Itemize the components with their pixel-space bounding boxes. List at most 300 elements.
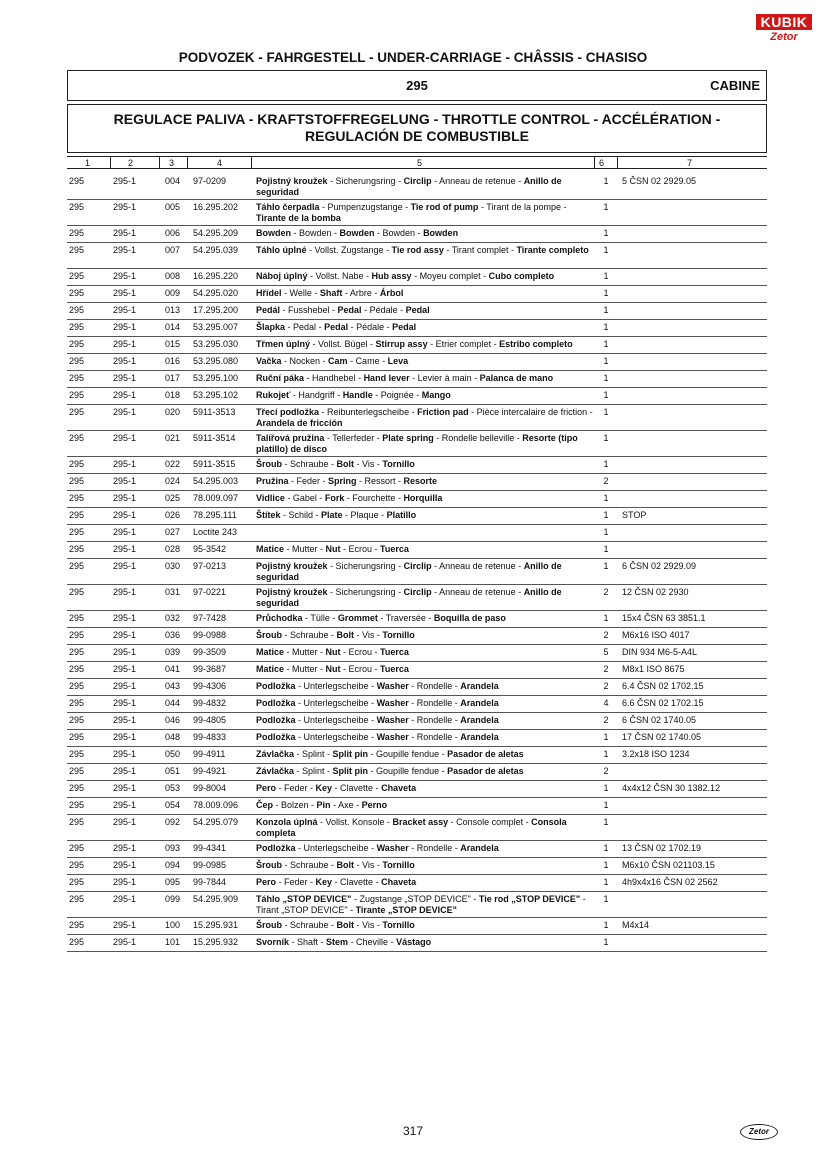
row-quantity: 1 — [603, 322, 609, 332]
kubik-logo-text: KUBIK — [756, 14, 812, 30]
row-description: Podložka - Unterlegscheibe - Washer - Rondelle - Arandela — [256, 698, 499, 708]
row-group: 295-1 — [113, 176, 137, 186]
row-group: 295-1 — [113, 245, 137, 255]
row-position: 031 — [165, 587, 181, 597]
row-position: 100 — [165, 920, 181, 930]
row-section: 295 — [69, 732, 85, 742]
row-group: 295-1 — [113, 783, 137, 793]
row-description: Šroub - Schraube - Bolt - Vis - Tornillo — [256, 860, 415, 870]
row-description: Rukojeť - Handgriff - Handle - Poignée - Mango — [256, 390, 451, 400]
row-section: 295 — [69, 288, 85, 298]
row-divider — [67, 712, 767, 713]
row-divider — [67, 797, 767, 798]
column-divider — [251, 157, 252, 169]
row-position: 094 — [165, 860, 181, 870]
row-description: Vidlice - Gabel - Fork - Fourchette - Horquilla — [256, 493, 443, 503]
row-section: 295 — [69, 561, 85, 571]
row-quantity: 2 — [603, 715, 609, 725]
table-row — [67, 843, 767, 858]
row-description: Podložka - Unterlegscheibe - Washer - Rondelle - Arandela — [256, 681, 499, 691]
row-section: 295 — [69, 476, 85, 486]
row-quantity: 1 — [603, 510, 609, 520]
row-group: 295-1 — [113, 476, 137, 486]
section-number: 295 — [406, 78, 428, 93]
row-position: 026 — [165, 510, 181, 520]
section-header — [67, 70, 767, 101]
column-header: 6 — [599, 158, 605, 168]
row-note: 4x4x12 ČSN 30 1382.12 — [622, 783, 721, 793]
table-row — [67, 202, 767, 226]
row-note: 6.6 ČSN 02 1702.15 — [622, 698, 704, 708]
row-note: 6 ČSN 02 2929.09 — [622, 561, 697, 571]
zetor-footer-logo: Zetor — [740, 1124, 778, 1140]
row-description: Náboj úplný - Vollst. Nabe - Hub assy - Moyeu complet - Cubo completo — [256, 271, 555, 281]
row-quantity: 1 — [603, 493, 609, 503]
row-note: DIN 934 M6-5-A4L — [622, 647, 698, 657]
row-description: Svorník - Shaft - Stem - Cheville - Vástago — [256, 937, 432, 947]
row-quantity: 1 — [603, 288, 609, 298]
row-section: 295 — [69, 407, 85, 417]
table-row — [67, 228, 767, 243]
page-number: 317 — [402, 1124, 424, 1138]
column-divider — [110, 157, 111, 169]
row-section: 295 — [69, 664, 85, 674]
table-row — [67, 920, 767, 935]
row-section: 295 — [69, 176, 85, 186]
row-group: 295-1 — [113, 390, 137, 400]
kubik-zetor-logo — [756, 14, 812, 46]
column-header: 7 — [687, 158, 693, 168]
table-row — [67, 271, 767, 286]
row-position: 043 — [165, 681, 181, 691]
row-quantity: 2 — [603, 587, 609, 597]
row-position: 028 — [165, 544, 181, 554]
row-group: 295-1 — [113, 527, 137, 537]
row-group: 295-1 — [113, 587, 137, 597]
row-divider — [67, 934, 767, 935]
row-note: STOP — [622, 510, 647, 520]
table-row — [67, 800, 767, 815]
row-quantity: 2 — [603, 664, 609, 674]
row-description: Průchodka - Tülle - Grommet - Traversée - Boquilla de paso — [256, 613, 506, 623]
row-section: 295 — [69, 373, 85, 383]
row-divider — [67, 874, 767, 875]
table-row — [67, 860, 767, 875]
row-group: 295-1 — [113, 877, 137, 887]
row-description: Třecí podložka - Reibunterlegscheibe - Friction pad - Pièce intercalaire de friction - Arandela de fricción — [256, 407, 593, 428]
row-quantity: 1 — [603, 937, 609, 947]
row-description: Talířová pružina - Tellerfeder - Plate spring - Rondelle belleville - Resorte (tipo platillo) de disco — [256, 433, 578, 454]
row-section: 295 — [69, 647, 85, 657]
row-description: Bowden - Bowden - Bowden - Bowden - Bowden — [256, 228, 459, 238]
row-description: Vačka - Nocken - Cam - Came - Leva — [256, 356, 409, 366]
table-row — [67, 749, 767, 764]
row-group: 295-1 — [113, 894, 137, 904]
row-description: Táhlo „STOP DEVICE" - Zugstange „STOP DEVICE" - Tie rod „STOP DEVICE" - Tirant „STOP DEVICE" - Tirante „STOP DEVICE" — [256, 894, 586, 915]
row-note: 17 ČSN 02 1740.05 — [622, 732, 702, 742]
table-row — [67, 817, 767, 841]
row-group: 295-1 — [113, 937, 137, 947]
row-section: 295 — [69, 228, 85, 238]
row-divider — [67, 490, 767, 491]
row-part-number: 78.295.111 — [193, 510, 237, 520]
table-row — [67, 339, 767, 354]
row-section: 295 — [69, 390, 85, 400]
row-part-number: 99-4832 — [193, 698, 227, 708]
table-row — [67, 433, 767, 457]
row-divider — [67, 840, 767, 841]
row-part-number: 99-3687 — [193, 664, 227, 674]
row-part-number: 99-4911 — [193, 749, 226, 759]
row-note: M6x10 ČSN 021103.15 — [622, 860, 715, 870]
row-position: 095 — [165, 877, 181, 887]
row-section: 295 — [69, 894, 85, 904]
row-divider — [67, 387, 767, 388]
row-position: 017 — [165, 373, 181, 383]
row-divider — [67, 225, 767, 226]
row-description: Podložka - Unterlegscheibe - Washer - Rondelle - Arandela — [256, 843, 499, 853]
row-quantity: 1 — [603, 877, 609, 887]
row-divider — [67, 353, 767, 354]
row-group: 295-1 — [113, 493, 137, 503]
row-description: Ruční páka - Handhebel - Hand lever - Levier à main - Palanca de mano — [256, 373, 554, 383]
row-section: 295 — [69, 493, 85, 503]
row-divider — [67, 695, 767, 696]
row-divider — [67, 268, 767, 269]
row-group: 295-1 — [113, 647, 137, 657]
row-section: 295 — [69, 937, 85, 947]
row-divider — [67, 524, 767, 525]
row-position: 101 — [165, 937, 181, 947]
row-part-number: 97-7428 — [193, 613, 227, 623]
row-description: Pero - Feder - Key - Clavette - Chaveta — [256, 877, 417, 887]
row-section: 295 — [69, 715, 85, 725]
row-part-number: 54.295.039 — [193, 245, 239, 255]
row-part-number: 97-0221 — [193, 587, 227, 597]
row-divider — [67, 430, 767, 431]
row-note: M6x16 ISO 4017 — [622, 630, 690, 640]
table-row — [67, 766, 767, 781]
row-description: Pružina - Feder - Spring - Ressort - Resorte — [256, 476, 438, 486]
row-part-number: 95-3542 — [193, 544, 227, 554]
row-quantity: 1 — [603, 339, 609, 349]
row-divider — [67, 661, 767, 662]
row-description: Pedál - Fusshebel - Pedal - Pédale - Pedal — [256, 305, 430, 315]
row-position: 099 — [165, 894, 181, 904]
row-section: 295 — [69, 749, 85, 759]
table-row — [67, 613, 767, 628]
row-quantity: 1 — [603, 817, 609, 827]
table-row — [67, 322, 767, 337]
row-note: 4h9x4x16 ČSN 02 2562 — [622, 877, 718, 887]
row-group: 295-1 — [113, 630, 137, 640]
row-group: 295-1 — [113, 271, 137, 281]
table-row — [67, 587, 767, 611]
row-group: 295-1 — [113, 407, 137, 417]
row-description: Matice - Mutter - Nut - Ecrou - Tuerca — [256, 647, 409, 657]
column-header: 3 — [169, 158, 175, 168]
row-group: 295-1 — [113, 920, 137, 930]
row-quantity: 1 — [603, 544, 609, 554]
row-divider — [67, 319, 767, 320]
group-title-line1: REGULACE PALIVA - KRAFTSTOFFREGELUNG - THROTTLE CONTROL - ACCÉLÉRATION - — [113, 111, 721, 127]
row-divider — [67, 627, 767, 628]
row-note: 6.4 ČSN 02 1702.15 — [622, 681, 704, 691]
row-divider — [67, 857, 767, 858]
row-section: 295 — [69, 817, 85, 827]
row-section: 295 — [69, 587, 85, 597]
column-divider — [617, 157, 618, 169]
row-group: 295-1 — [113, 339, 137, 349]
table-row — [67, 894, 767, 918]
row-quantity: 1 — [603, 561, 609, 571]
row-position: 015 — [165, 339, 181, 349]
table-row — [67, 527, 767, 542]
row-section: 295 — [69, 766, 85, 776]
row-quantity: 5 — [603, 647, 609, 657]
row-section: 295 — [69, 433, 85, 443]
row-position: 027 — [165, 527, 181, 537]
row-position: 053 — [165, 783, 181, 793]
row-description: Závlačka - Splint - Split pin - Goupille fendue - Pasador de aletas — [256, 766, 524, 776]
row-description: Pero - Feder - Key - Clavette - Chaveta — [256, 783, 417, 793]
row-section: 295 — [69, 698, 85, 708]
row-section: 295 — [69, 630, 85, 640]
row-part-number: 17.295.200 — [193, 305, 239, 315]
table-row — [67, 493, 767, 508]
row-divider — [67, 780, 767, 781]
row-part-number: 99-4833 — [193, 732, 227, 742]
row-position: 008 — [165, 271, 181, 281]
row-section: 295 — [69, 202, 85, 212]
row-part-number: 16.295.220 — [193, 271, 239, 281]
row-group: 295-1 — [113, 698, 137, 708]
row-divider — [67, 541, 767, 542]
row-group: 295-1 — [113, 228, 137, 238]
row-position: 044 — [165, 698, 181, 708]
row-part-number: 97-0213 — [193, 561, 227, 571]
table-row — [67, 305, 767, 320]
table-row — [67, 407, 767, 431]
row-position: 030 — [165, 561, 181, 571]
row-quantity: 2 — [603, 766, 609, 776]
column-header-row — [67, 156, 767, 169]
row-section: 295 — [69, 843, 85, 853]
row-quantity: 1 — [603, 271, 609, 281]
row-section: 295 — [69, 459, 85, 469]
section-name: CABINE — [710, 78, 760, 93]
row-part-number: 54.295.909 — [193, 894, 239, 904]
row-part-number: 99-4805 — [193, 715, 227, 725]
table-row — [67, 732, 767, 747]
row-divider — [67, 644, 767, 645]
row-position: 046 — [165, 715, 181, 725]
row-quantity: 2 — [603, 681, 609, 691]
row-divider — [67, 558, 767, 559]
row-position: 039 — [165, 647, 181, 657]
row-group: 295-1 — [113, 459, 137, 469]
row-description: Pojistný kroužek - Sicherungsring - Circlip - Anneau de retenue - Anillo de seguridad — [256, 587, 562, 608]
row-quantity: 2 — [603, 476, 609, 486]
table-row — [67, 698, 767, 713]
row-description: Pojistný kroužek - Sicherungsring - Circlip - Anneau de retenue - Anillo de seguridad — [256, 176, 562, 197]
row-group: 295-1 — [113, 561, 137, 571]
row-position: 051 — [165, 766, 181, 776]
row-part-number: 53.295.102 — [193, 390, 239, 400]
row-description: Štítek - Schild - Plate - Plaque - Platillo — [256, 510, 417, 520]
row-group: 295-1 — [113, 356, 137, 366]
row-part-number: 99-3509 — [193, 647, 227, 657]
table-row — [67, 937, 767, 952]
row-divider — [67, 917, 767, 918]
table-row — [67, 561, 767, 585]
row-quantity: 1 — [603, 800, 609, 810]
row-note: 15x4 ČSN 63 3851.1 — [622, 613, 706, 623]
row-divider — [67, 729, 767, 730]
row-position: 048 — [165, 732, 181, 742]
table-row — [67, 288, 767, 303]
row-part-number: 5911-3513 — [193, 407, 236, 417]
row-divider — [67, 678, 767, 679]
row-quantity: 1 — [603, 373, 609, 383]
row-group: 295-1 — [113, 510, 137, 520]
row-group: 295-1 — [113, 664, 137, 674]
row-position: 092 — [165, 817, 181, 827]
row-position: 050 — [165, 749, 181, 759]
row-part-number: 16.295.202 — [193, 202, 239, 212]
row-divider — [67, 370, 767, 371]
row-note: 6 ČSN 02 1740.05 — [622, 715, 697, 725]
row-position: 018 — [165, 390, 181, 400]
row-group: 295-1 — [113, 800, 137, 810]
row-quantity: 1 — [603, 202, 609, 212]
column-header: 5 — [417, 158, 423, 168]
group-title-line2: REGULACIÓN DE COMBUSTIBLE — [305, 128, 529, 144]
table-row — [67, 245, 767, 269]
table-row — [67, 544, 767, 559]
row-part-number: Loctite 243 — [193, 527, 238, 537]
row-part-number: 99-4306 — [193, 681, 227, 691]
row-section: 295 — [69, 510, 85, 520]
table-row — [67, 715, 767, 730]
row-quantity: 1 — [603, 356, 609, 366]
row-divider — [67, 610, 767, 611]
column-header: 4 — [217, 158, 223, 168]
row-part-number: 54.295.003 — [193, 476, 239, 486]
row-section: 295 — [69, 800, 85, 810]
row-group: 295-1 — [113, 373, 137, 383]
row-position: 006 — [165, 228, 181, 238]
row-position: 009 — [165, 288, 181, 298]
row-part-number: 54.295.209 — [193, 228, 239, 238]
row-quantity: 1 — [603, 613, 609, 623]
row-quantity: 1 — [603, 390, 609, 400]
row-quantity: 1 — [603, 860, 609, 870]
table-row — [67, 356, 767, 371]
row-part-number: 54.295.020 — [193, 288, 239, 298]
group-title — [98, 111, 736, 145]
row-divider — [67, 584, 767, 585]
row-quantity: 1 — [603, 749, 609, 759]
row-part-number: 53.295.030 — [193, 339, 239, 349]
row-quantity: 1 — [603, 228, 609, 238]
row-description: Pojistný kroužek - Sicherungsring - Circlip - Anneau de retenue - Anillo de seguridad — [256, 561, 562, 582]
row-quantity: 1 — [603, 245, 609, 255]
row-description: Táhlo úplné - Vollst. Zugstange - Tie rod assy - Tirant complet - Tirante completo — [256, 245, 589, 255]
row-quantity: 1 — [603, 843, 609, 853]
row-quantity: 1 — [603, 407, 609, 417]
row-section: 295 — [69, 339, 85, 349]
row-section: 295 — [69, 877, 85, 887]
table-row — [67, 390, 767, 405]
row-group: 295-1 — [113, 843, 137, 853]
row-part-number: 15.295.932 — [193, 937, 239, 947]
row-divider — [67, 404, 767, 405]
row-part-number: 78.009.096 — [193, 800, 239, 810]
row-quantity: 1 — [603, 783, 609, 793]
row-group: 295-1 — [113, 288, 137, 298]
row-position: 024 — [165, 476, 181, 486]
row-position: 025 — [165, 493, 181, 503]
row-section: 295 — [69, 527, 85, 537]
table-row — [67, 647, 767, 662]
row-section: 295 — [69, 544, 85, 554]
row-section: 295 — [69, 783, 85, 793]
row-position: 093 — [165, 843, 181, 853]
row-position: 016 — [165, 356, 181, 366]
row-quantity: 1 — [603, 176, 609, 186]
row-description: Třmen úplný - Vollst. Bügel - Stirrup assy - Etrier complet - Estribo completo — [256, 339, 573, 349]
row-note: 5 ČSN 02 2929.05 — [622, 176, 697, 186]
row-section: 295 — [69, 245, 85, 255]
row-position: 036 — [165, 630, 181, 640]
zetor-logo-text: Zetor — [770, 31, 798, 43]
row-quantity: 1 — [603, 920, 609, 930]
row-position: 041 — [165, 664, 181, 674]
page-title: PODVOZEK - FAHRGESTELL - UNDER-CARRIAGE - CHÂSSIS - CHASISO — [178, 50, 648, 65]
row-part-number: 99-8004 — [193, 783, 227, 793]
row-quantity: 1 — [603, 305, 609, 315]
row-group: 295-1 — [113, 305, 137, 315]
row-position: 013 — [165, 305, 181, 315]
row-divider — [67, 951, 767, 952]
row-description: Matice - Mutter - Nut - Ecrou - Tuerca — [256, 664, 409, 674]
row-section: 295 — [69, 920, 85, 930]
row-position: 014 — [165, 322, 181, 332]
row-description: Hřídel - Welle - Shaft - Arbre - Árbol — [256, 288, 404, 298]
row-part-number: 97-0209 — [193, 176, 227, 186]
row-group: 295-1 — [113, 544, 137, 554]
row-divider — [67, 814, 767, 815]
table-row — [67, 373, 767, 388]
table-row — [67, 510, 767, 525]
table-row — [67, 664, 767, 679]
row-description: Šlapka - Pedal - Pedal - Pédale - Pedal — [256, 322, 417, 332]
row-description: Táhlo čerpadla - Pumpenzugstange - Tie rod of pump - Tirant de la pompe - Tirante de la bomba — [256, 202, 567, 223]
row-divider — [67, 891, 767, 892]
row-divider — [67, 507, 767, 508]
row-part-number: 53.295.100 — [193, 373, 239, 383]
row-quantity: 4 — [603, 698, 609, 708]
row-part-number: 5911-3514 — [193, 433, 236, 443]
row-position: 032 — [165, 613, 181, 623]
row-group: 295-1 — [113, 766, 137, 776]
row-divider — [67, 473, 767, 474]
row-description: Matice - Mutter - Nut - Ecrou - Tuerca — [256, 544, 409, 554]
row-description: Závlačka - Splint - Split pin - Goupille fendue - Pasador de aletas — [256, 749, 524, 759]
row-quantity: 1 — [603, 459, 609, 469]
row-part-number: 54.295.079 — [193, 817, 239, 827]
